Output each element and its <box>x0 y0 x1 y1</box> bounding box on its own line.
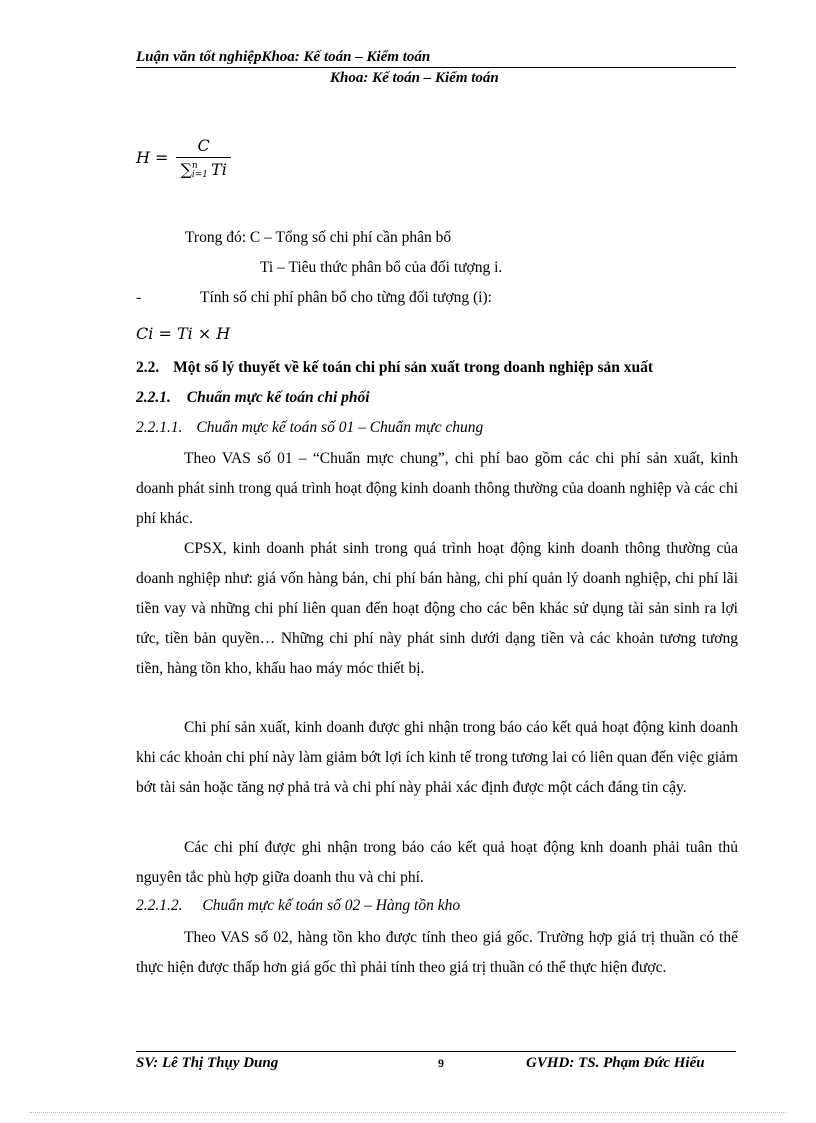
paragraph-recognition: Chi phí sản xuất, kinh doanh được ghi nhận trong báo cáo kết quả hoạt động kinh doanh khi các khoản chi phí này làm giảm bớt lợi ích kinh tế trong tương lai có liên quan đến việc giảm bớt tài sản hoặc tăng nợ phả trả và chi phí này phải xác định được một cách đáng tin cậy. <box>136 719 738 796</box>
paragraph-matching: Các chi phí được ghi nhận trong báo cáo kết quả hoạt động knh doanh phải tuân thủ nguyên tắc phù hợp giữa doanh thu và chi phí. <box>136 839 738 886</box>
formula-h <box>136 136 231 180</box>
section-2-2-1-1-heading <box>136 419 483 437</box>
footer-advisor: GVHD: TS. Phạm Đức Hiếu <box>526 1055 705 1071</box>
sum-symbol: ∑ <box>180 160 192 179</box>
footer-rule <box>136 1051 736 1052</box>
section-2-2-1-2-title: Chuẩn mực kế toán số 02 – Hàng tồn kho <box>202 897 461 914</box>
page-bottom-divider <box>30 1112 786 1113</box>
header-title: Luận văn tốt nghiệpKhoa: Kế toán – Kiểm toán <box>136 49 431 65</box>
header-faculty: Khoa: Kế toán – Kiểm toán <box>330 70 499 86</box>
section-2-2-1-heading <box>136 389 370 407</box>
section-2-2-1-number: 2.2.1. <box>136 389 171 406</box>
paragraph-vas02: Theo VAS số 02, hàng tồn kho được tính theo giá gốc. Trường hợp giá trị thuần có thể thực hiện được thấp hơn giá gốc thì phải tính theo giá trị thuần có thể thực hiện được. <box>136 929 738 976</box>
section-2-2-number: 2.2. <box>136 359 160 376</box>
definition-c: Trong đó: C – Tổng số chi phí cần phân bổ <box>185 229 452 246</box>
section-2-2-1-title: Chuẩn mực kế toán chi phối <box>186 389 370 406</box>
definition-allocation: Tính số chi phí phân bổ cho từng đối tượng (i): <box>200 289 492 306</box>
sum-lower: i=1 <box>191 169 209 180</box>
formula-ci: Ci = Ti × H <box>136 324 231 343</box>
section-2-2-1-1-title: Chuẩn mực kế toán số 01 – Chuẩn mực chung <box>196 419 484 436</box>
header-rule <box>136 67 736 68</box>
section-2-2-title: Một số lý thuyết về kế toán chi phí sản xuất trong doanh nghiệp sản xuất <box>173 359 653 376</box>
section-2-2-heading <box>136 359 653 377</box>
formula-h-numerator: C <box>197 136 210 155</box>
formula-h-fraction <box>176 136 230 180</box>
formula-h-lhs: H = <box>136 148 169 168</box>
paragraph-cpsx: CPSX, kinh doanh phát sinh trong quá trình hoạt động kinh doanh thông thường của doanh nghiệp như: giá vốn hàng bán, chi phí bán hàng, chi phí quản lý doanh nghiệp, chi phí lãi tiền vay và những chi phí liên quan đến hoạt động cho các bên khác sử dụng tài sản sinh ra lợi tức, tiền bản quyền… Những chi phí này phát sinh dưới dạng tiền và các khoản tương tương tiền, hàng tồn kho, khấu hao máy móc thiết bị. <box>136 540 738 677</box>
sum-term: Ti <box>211 160 227 179</box>
formula-h-denominator <box>176 157 230 180</box>
section-2-2-1-2-heading <box>136 897 460 915</box>
sum-upper: n <box>191 160 198 171</box>
definition-ti: Ti – Tiêu thức phân bổ của đối tượng i. <box>260 259 503 276</box>
section-2-2-1-1-number: 2.2.1.1. <box>136 419 183 436</box>
footer-student: SV: Lê Thị Thụy Dung <box>136 1055 279 1071</box>
section-2-2-1-2-number: 2.2.1.2. <box>136 897 183 914</box>
page-number: 9 <box>438 1056 444 1070</box>
bullet-dash: - <box>136 289 142 306</box>
paragraph-vas01: Theo VAS số 01 – “Chuẩn mực chung”, chi phí bao gồm các chi phí sản xuất, kinh doanh phát sinh trong quá trình hoạt động kinh doanh thông thường của doanh nghiệp và các chi phí khác. <box>136 450 738 527</box>
sum-limits <box>192 162 208 180</box>
